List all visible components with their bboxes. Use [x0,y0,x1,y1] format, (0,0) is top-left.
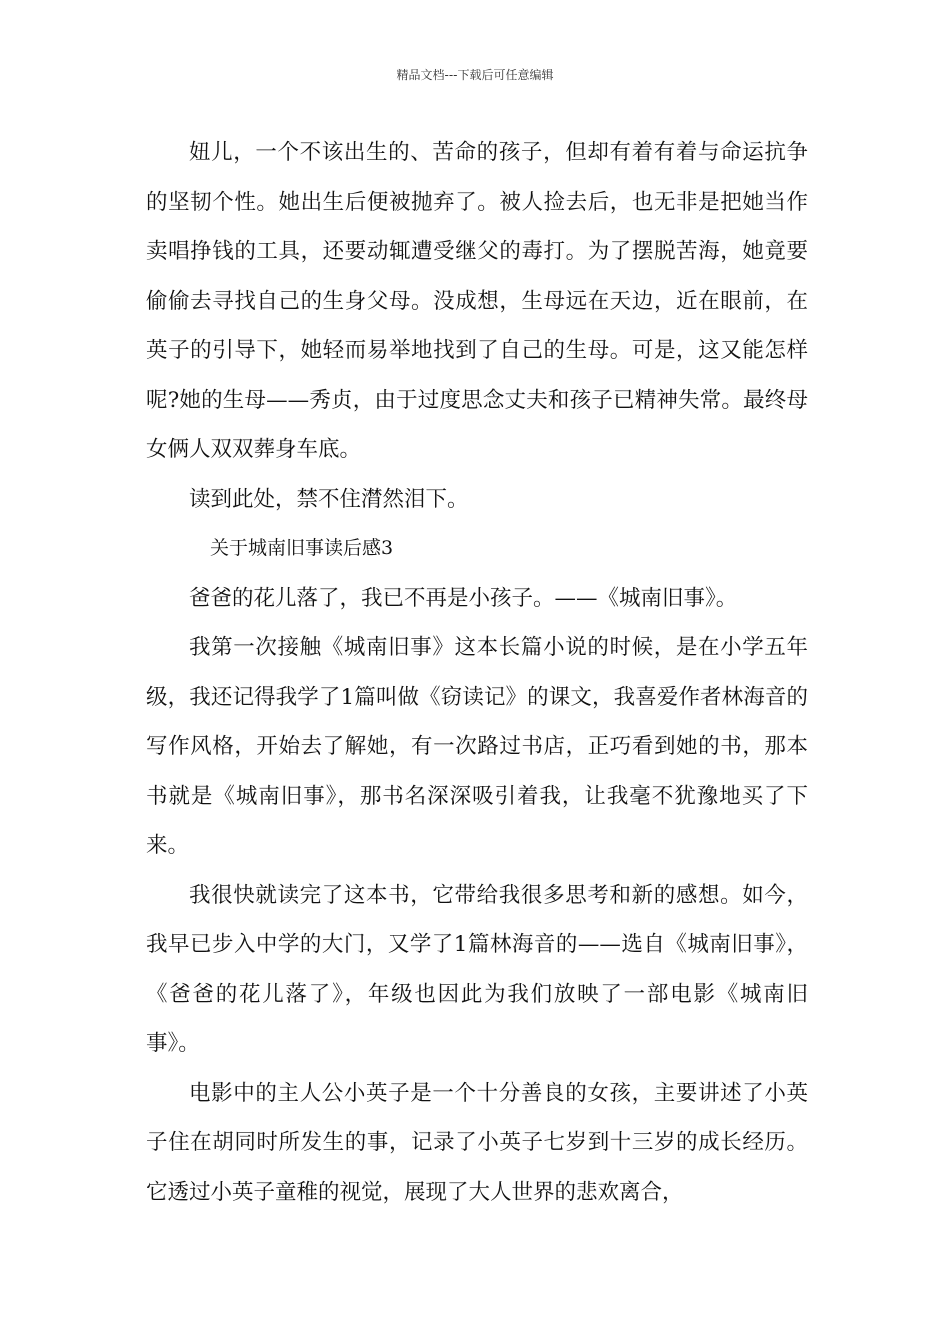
paragraph-tears: 读到此处，禁不住潸然泪下。 [189,486,469,512]
document-body [146,128,808,1217]
paragraph-niuer: 妞儿，一个不该出生的、苦命的孩子，但却有着有着与命运抗争的坚韧个性。她出生后便被抛弃了。被人捡去后，也无非是把她当作卖唱挣钱的工具，还要动辄遭受继父的毒打。为了摆脱苦海，她竟要偷偷去寻找自己的生身父母。没成想，生母远在天边，近在眼前，在英子的引导下，她轻而易举地找到了自己的生母。可是，这又能怎样呢?她的生母——秀贞，由于过度思念丈夫和孩子已精神失常。最终母女俩人双双葬身车底。 [146,140,808,462]
paragraph-quote: 爸爸的花儿落了，我已不再是小孩子。——《城南旧事》。 [189,585,738,611]
paragraph-finished-reading: 我很快就读完了这本书，它带给我很多思考和新的感想。如今，我早已步入中学的大门，又学了1篇林海音的——选自《城南旧事》，《爸爸的花儿落了》，年级也因此为我们放映了一部电影《城南旧事》。 [146,882,808,1056]
paragraph-movie: 电影中的主人公小英子是一个十分善良的女孩，主要讲述了小英子住在胡同时所发生的事，记录了小英子七岁到十三岁的成长经历。它透过小英子童稚的视觉，展现了大人世界的悲欢离合， [146,1080,808,1205]
section-heading: 关于城南旧事读后感3 [210,537,394,559]
paragraph-first-contact: 我第一次接触《城南旧事》这本长篇小说的时候，是在小学五年级，我还记得我学了1篇叫做《窃读记》的课文，我喜爱作者林海音的写作风格，开始去了解她，有一次路过书店，正巧看到她的书，那本书就是《城南旧事》，那书名深深吸引着我，让我毫不犹豫地买了下来。 [146,635,808,858]
page-header: 精品文档---下载后可任意编辑 [396,68,554,82]
